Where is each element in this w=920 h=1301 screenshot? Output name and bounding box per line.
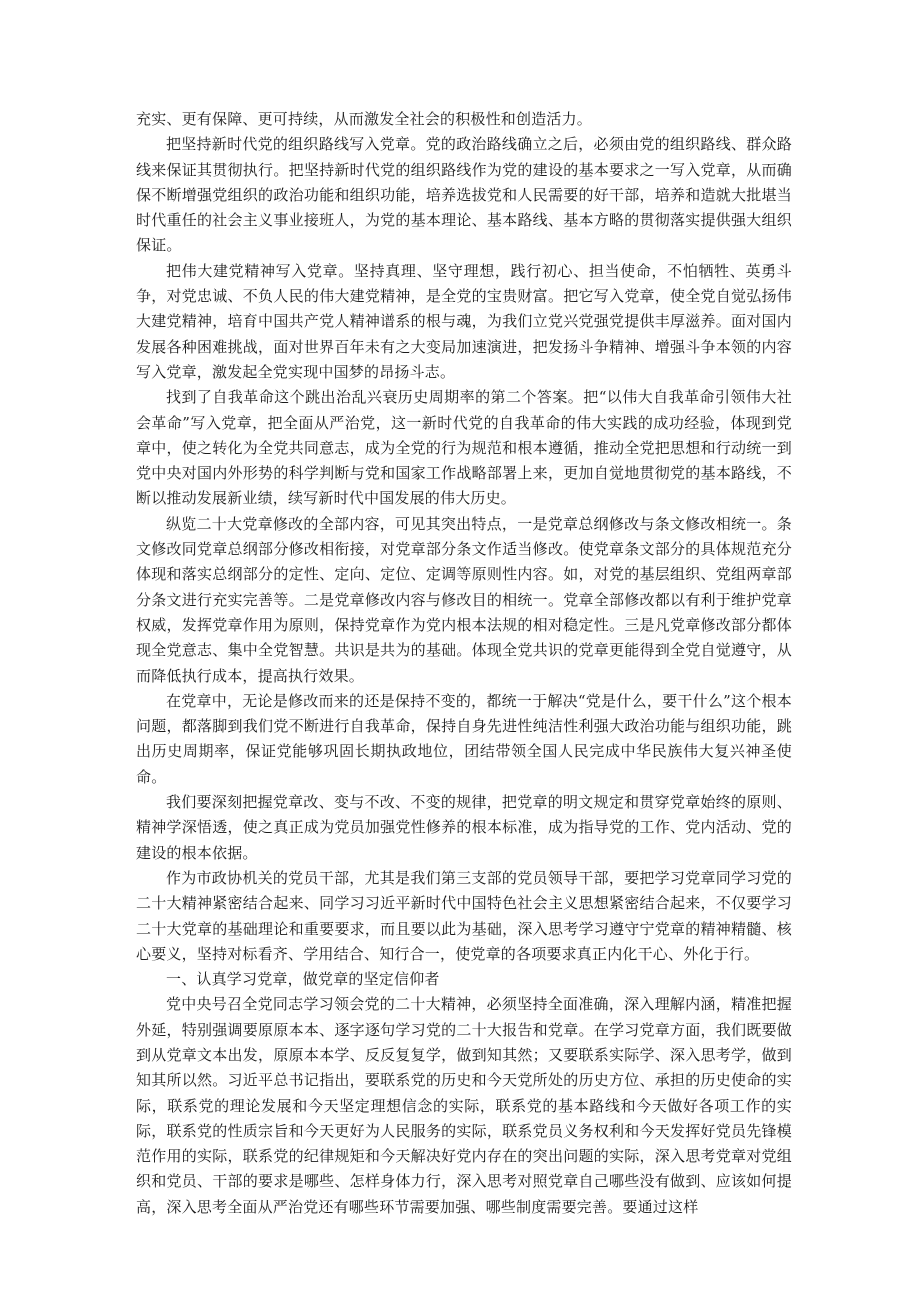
paragraph-study-charter: 党中央号召全党同志学习领会党的二十大精神，必须坚持全面准确，深入理解内涵，精准把握外延，特别强调要原原本本、逐字逐句学习党的二十大报告和党章。在学习党章方面，我们既要做到从党章文本出发，原原本本学、反反复复学，做到知其然；又要联系实际学、深入思考学，做到知其所以然。习近平总书记指出，要联系党的历史和今天党所处的历史方位、承担的历史使命的实际，联系党的理论发展和今天坚定理想信念的实际，联系党的基本路线和今天做好各项工作的实际，联系党的性质宗旨和今天更好为人民服务的实际，联系党员义务权利和今天发挥好党员先锋模范作用的实际，联系党的纪律规矩和今天解决好党内存在的突出问题的实际，深入思考党章对党组织和党员、干部的要求是哪些、怎样身体力行，深入思考对照党章自己哪些没有做到、应该如何提高，深入思考全面从严治党还有哪些环节需要加强、哪些制度需要完善。要通过这样 xyxy=(136,995,792,1216)
paragraph-grasp-rules: 我们要深刻把握党章改、变与不改、不变的规律，把党章的明文规定和贯穿党章始终的原则、精神学深悟透，使之真正成为党员加强党性修养的根本标准，成为指导党的工作、党内活动、党的建设的根本依据。 xyxy=(136,793,792,862)
paragraph-party-members: 作为市政协机关的党员干部，尤其是我们第三支部的党员领导干部，要把学习党章同学习党的二十大精神紧密结合起来、同学习习近平新时代中国特色社会主义思想紧密结合起来，不仅要学习二十大党章的基础理论和重要要求，而且要以此为基础，深入思考学习遵守宁党章的精神精髓、核心要义，坚持对标看齐、学用结合、知行合一，使党章的各项要求真正内化干心、外化于行。 xyxy=(136,868,792,963)
paragraph-party-spirit: 把伟大建党精神写入党章。坚持真理、坚守理想，践行初心、担当使命，不怕牺牲、英勇斗争，对党忠诚、不负人民的伟大建党精神，是全党的宝贵财富。把它写入党章，使全党自觉弘扬伟大建党精神，培育中国共产党人精神谱系的根与魂，为我们立党兴党强党提供丰厚滋养。面对国内发展各种困难挑战，面对世界百年未有之大变局加速演进，把发扬斗争精神、增强斗争本领的内容写入党章，激发起全党实现中国梦的昂扬斗志。 xyxy=(136,261,792,381)
paragraph-continuation: 充实、更有保障、更可持续，从而激发全社会的积极性和创造活力。 xyxy=(136,110,593,128)
paragraph-self-revolution: 找到了自我革命这个跳出治乱兴衰历史周期率的第二个答案。把“以伟大自我革命引领伟大社会革命”写入党章，把全面从严治党，这一新时代党的自我革命的伟大实践的成功经验，体现到党章中，使之转化为全党共同意志，成为全党的行为规范和根本遵循，推动全党把思想和行动统一到党中央对国内外形势的科学判断与党和国家工作战略部署上来，更加自觉地贯彻党的基本路线，不断以推动发展新业绩，续写新时代中国发展的伟大历史。 xyxy=(136,388,792,508)
document-body xyxy=(136,107,792,1220)
paragraph-fundamental-question: 在党章中，无论是修改而来的还是保持不变的，都统一于解决“党是什么，要干什么”这个根本问题，都落脚到我们党不断进行自我革命，保持自身先进性纯洁性利强大政治功能与组织功能，跳出历史周期率，保证党能够巩固长期执政地位，团结带领全国人民完成中华民族伟大复兴神圣使命。 xyxy=(136,691,792,786)
paragraph-revision-features: 纵览二十大党章修改的全部内容，可见其突出特点，一是党章总纲修改与条文修改相统一。条文修改同党章总纲部分修改相衔接，对党章部分条文作适当修改。使党章条文部分的具体规范充分体现和落实总纲部分的定性、定向、定位、定调等原则性内容。如，对党的基层组织、党组两章部分条文进行充实完善等。二是党章修改内容与修改目的相统一。党章全部修改都以有利于维护党章权威，发挥党章作用为原则，保持党章作为党内根本法规的相对稳定性。三是凡党章修改部分都体现全党意志、集中全党智慧。共识是共为的基础。体现全党共识的党章更能得到全党自觉遵守，从而降低执行成本，提高执行效果。 xyxy=(136,514,792,685)
section-heading-1: 一、认真学习党章，做党章的坚定信仰者 xyxy=(166,970,440,989)
paragraph-organizational-line: 把坚持新时代党的组织路线写入党章。党的政治路线确立之后，必须由党的组织路线、群众路线来保证其贯彻执行。把坚持新时代党的组织路线作为党的建设的基本要求之一写入党章，从而确保不断增强党组织的政治功能和组织功能，培养选拔党和人民需要的好干部，培养和造就大批堪当时代重任的社会主义事业接班人，为党的基本理论、基本路线、基本方略的贯彻落实提供强大组织保证。 xyxy=(136,135,792,255)
